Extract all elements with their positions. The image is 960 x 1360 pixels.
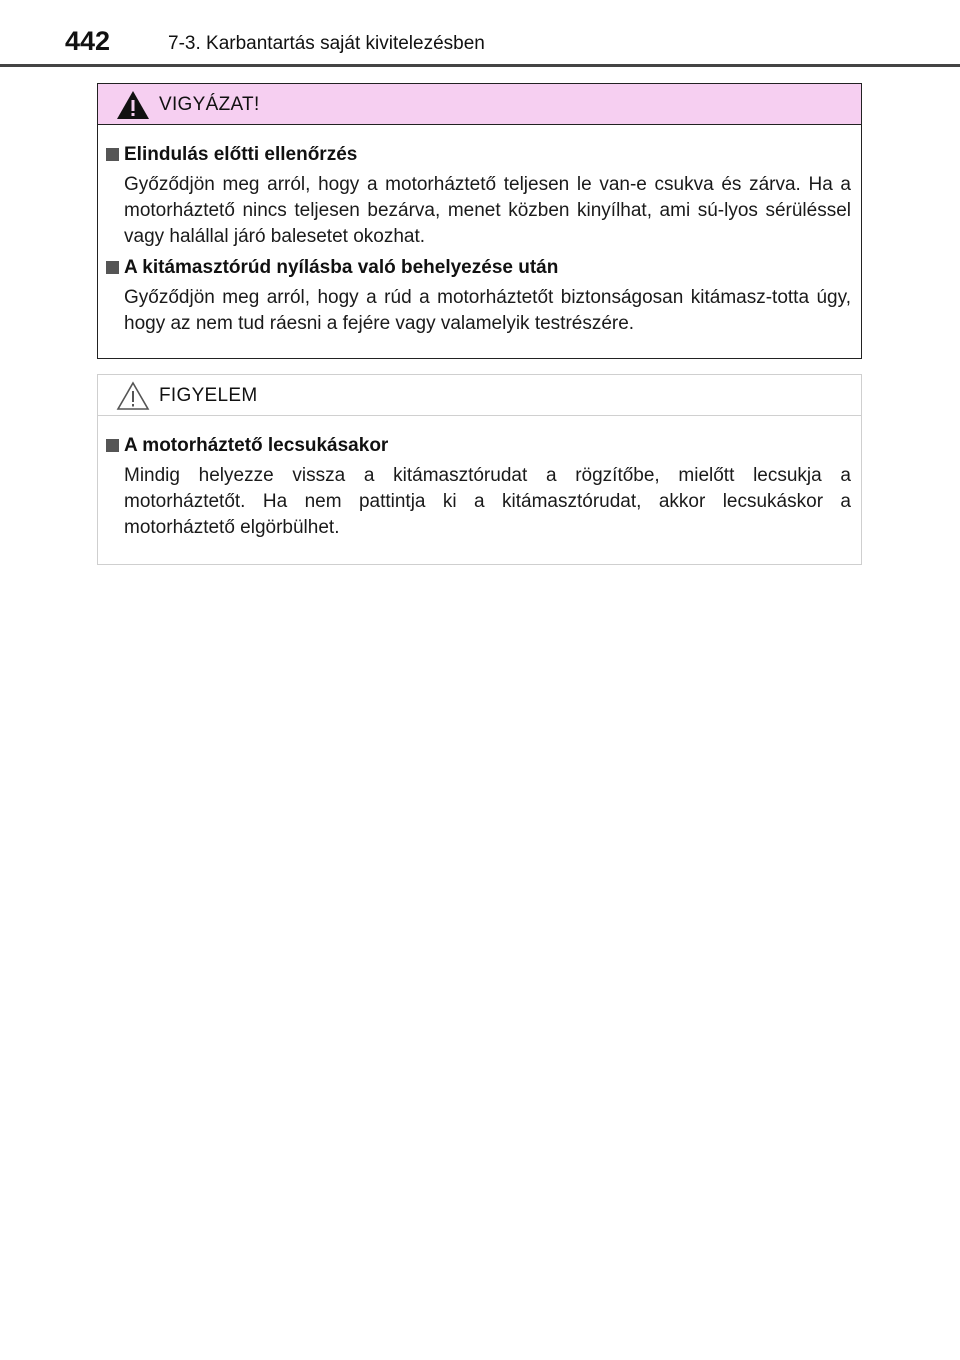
square-bullet-icon bbox=[106, 439, 119, 452]
warning-item-2 bbox=[106, 255, 851, 337]
warning-item-body: Győződjön meg arról, hogy a motorháztető teljesen le van-e csukva és zárva. Ha a motorháztető nincs teljesen bezárva, menet közben kinyílhat, ami sú-lyos sérüléssel vagy halállal járó balesetet okozhat. bbox=[124, 174, 851, 247]
page-header bbox=[0, 0, 960, 68]
warning-triangle-outline-icon bbox=[116, 381, 150, 411]
notice-box-label: FIGYELEM bbox=[159, 385, 258, 406]
notice-box bbox=[97, 374, 862, 565]
notice-box-header bbox=[98, 375, 861, 416]
warning-item-1 bbox=[106, 142, 851, 250]
section-title: 7-3. Karbantartás saját kivitelezésben bbox=[168, 33, 485, 54]
square-bullet-icon bbox=[106, 148, 119, 161]
page-number: 442 bbox=[65, 26, 111, 56]
notice-item-body: Mindig helyezze vissza a kitámasztórudat a rögzítőbe, mielőtt lecsukja a motorháztetőt. Ha nem pattintja ki a kitámasztórudat, akkor lecsukáskor a motorháztető elgörbülhet. bbox=[124, 465, 851, 538]
notice-item-title: A motorháztető lecsukásakor bbox=[106, 433, 851, 459]
warning-item-title: A kitámasztórúd nyílásba való behelyezése után bbox=[106, 255, 851, 281]
warning-box-header bbox=[98, 84, 861, 125]
notice-item-1 bbox=[106, 433, 851, 541]
warning-box-label: VIGYÁZAT! bbox=[159, 94, 260, 115]
header-divider bbox=[0, 64, 960, 67]
warning-box bbox=[97, 83, 862, 359]
warning-item-title: Elindulás előtti ellenőrzés bbox=[106, 142, 851, 168]
warning-triangle-filled-icon bbox=[116, 90, 150, 120]
square-bullet-icon bbox=[106, 261, 119, 274]
warning-item-body: Győződjön meg arról, hogy a rúd a motorháztetőt biztonságosan kitámasz-totta úgy, hogy az nem tud ráesni a fejére vagy valamelyik testrészére. bbox=[124, 287, 851, 334]
